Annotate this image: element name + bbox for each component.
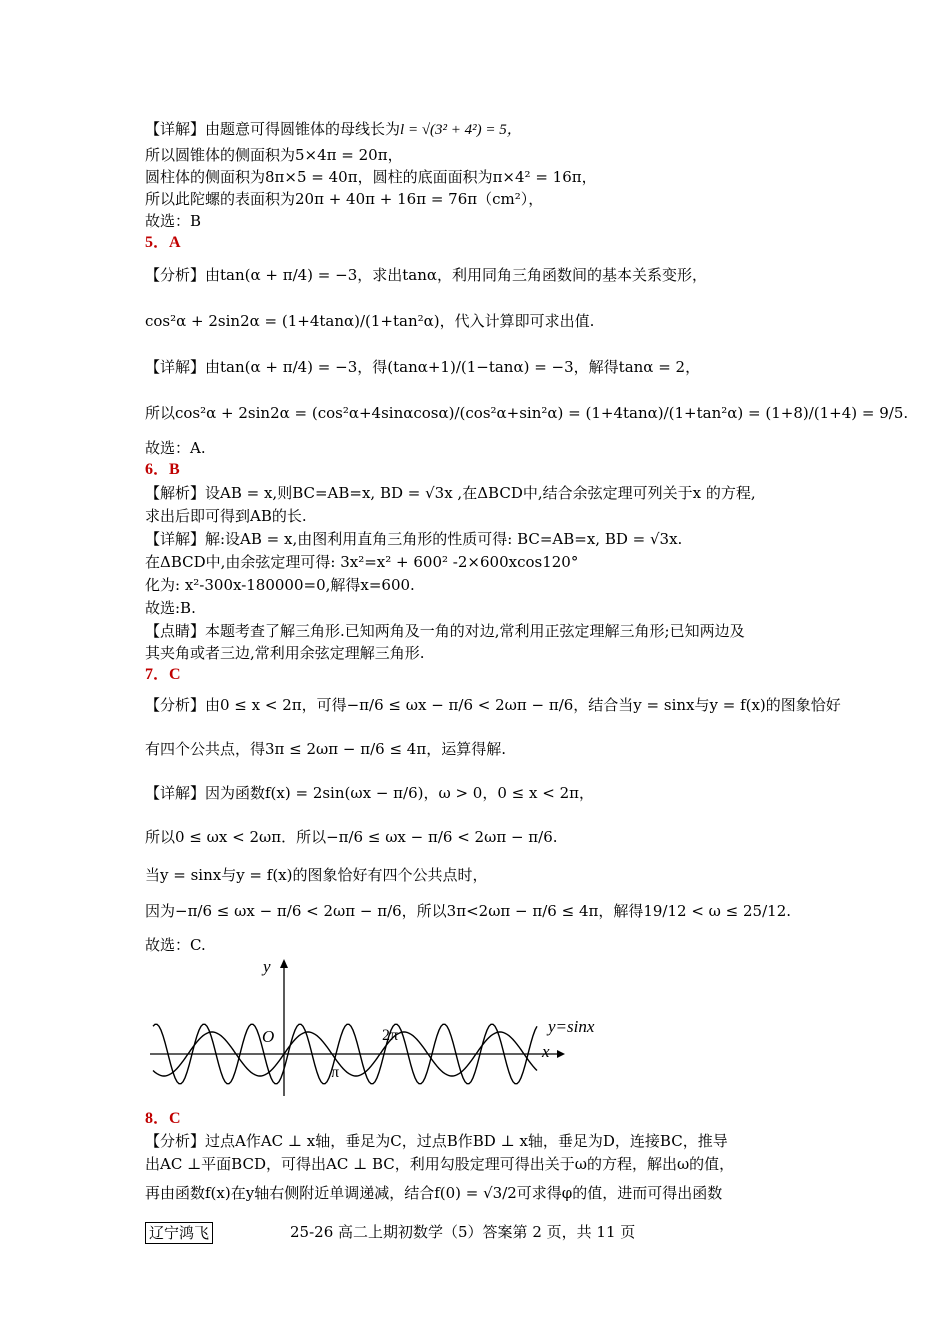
q4-detail-line4: 所以此陀螺的表面积为20π + 40π + 16π = 76π（cm²）， — [145, 190, 544, 208]
q6-comment-line1: 【点睛】本题考查了解三角形.已知两角及一角的对边,常利用正弦定理解三角形;已知两边及 — [145, 622, 745, 640]
curve-label: y=sinx — [548, 1017, 595, 1036]
q4-detail-line3: 圆柱体的侧面积为8π×5 = 40π，圆柱的底面面积为π×4² = 16π， — [145, 168, 597, 186]
q6-answer: 故选:B. — [145, 599, 196, 617]
q5-detail-line1: 【详解】由tan(α + π/4) = −3，得(tanα+1)/(1−tanα) = −3，解得tanα = 2， — [145, 358, 701, 376]
q6-heading: 6．B — [145, 461, 180, 478]
footer-brand: 辽宁鸿飞 — [145, 1222, 213, 1244]
q4-detail-line1: 【详解】由题意可得圆锥体的母线长为l = √(3² + 4²) = 5， — [145, 120, 522, 138]
q5-detail-line2: 所以cos²α + 2sin2α = (cos²α+4sinαcosα)/(cos²α+sin²α) = (1+4tanα)/(1+tan²α) = (1+8)/(1+4) = 9/5. — [145, 404, 909, 422]
x-axis-label: x — [542, 1042, 550, 1061]
q5-analysis-line1: 【分析】由tan(α + π/4) = −3，求出tanα，利用同角三角函数间的基本关系变形， — [145, 266, 708, 284]
q6-detail-line2: 在ΔBCD中,由余弦定理可得: 3x²=x² + 600² -2×600xcos120° — [145, 553, 579, 571]
q6-solution-line1: 【解析】设AB = x,则BC=AB=x, BD = √3x ,在ΔBCD中,结合余弦定理可列关于x 的方程, — [145, 484, 756, 502]
q6-comment-line2: 其夹角或者三边,常利用余弦定理解三角形. — [145, 644, 425, 662]
y-axis-arrow-icon — [280, 959, 288, 968]
q6-solution-line2: 求出后即可得到AB的长. — [145, 507, 307, 525]
q5-answer: 故选：A. — [145, 439, 206, 457]
x-axis-arrow-icon — [557, 1050, 565, 1058]
q7-detail-line1: 【详解】因为函数f(x) = 2sin(ωx − π/6)，ω > 0，0 ≤ x < 2π， — [145, 784, 594, 802]
q8-heading: 8．C — [145, 1110, 181, 1127]
q8-analysis-line2: 出AC ⊥平面BCD，可得出AC ⊥ BC，利用勾股定理可得出关于ω的方程，解出ω的值， — [145, 1155, 735, 1173]
q6-detail-line3: 化为: x²-300x-180000=0,解得x=600. — [145, 576, 415, 594]
q7-answer: 故选：C. — [145, 936, 206, 954]
q7-detail-line2: 所以0 ≤ ωx < 2ωπ．所以−π/6 ≤ ωx − π/6 < 2ωπ − π/6. — [145, 828, 558, 846]
q7-heading: 7．C — [145, 666, 181, 683]
q4-answer: 故选：B — [145, 212, 202, 230]
sine-graph — [145, 956, 625, 1098]
q7-detail-line3: 当y = sinx与y = f(x)的图象恰好有四个公共点时， — [145, 866, 488, 884]
q7-analysis-line1: 【分析】由0 ≤ x < 2π，可得−π/6 ≤ ωx − π/6 < 2ωπ − π/6，结合当y = sinx与y = f(x)的图象恰好 — [145, 696, 841, 714]
q7-detail-line4: 因为−π/6 ≤ ωx − π/6 < 2ωπ − π/6，所以3π<2ωπ − π/6 ≤ 4π，解得19/12 < ω ≤ 25/12. — [145, 902, 792, 920]
pi-label: π — [331, 1064, 340, 1081]
origin-label: O — [262, 1027, 275, 1046]
q8-analysis-line3: 再由函数f(x)在y轴右侧附近单调递减，结合f(0) = √3/2可求得φ的值，进而可得出函数 — [145, 1184, 723, 1202]
footer-page-info: 25-26 高二上期初数学（5）答案第 2 页，共 11 页 — [290, 1223, 636, 1241]
q7-analysis-line2: 有四个公共点，得3π ≤ 2ωπ − π/6 ≤ 4π，运算得解. — [145, 740, 506, 758]
two-pi-label: 2π — [382, 1027, 399, 1044]
q5-heading: 5．A — [145, 234, 181, 251]
q8-analysis-line1: 【分析】过点A作AC ⊥ x轴，垂足为C，过点B作BD ⊥ x轴，垂足为D，连接BC，推导 — [145, 1132, 728, 1150]
q4-detail-line2: 所以圆锥体的侧面积为5×4π = 20π， — [145, 146, 403, 164]
y-axis-label: y — [263, 957, 271, 976]
q6-detail-line1: 【详解】解:设AB = x,由图利用直角三角形的性质可得: BC=AB=x, BD = √3x. — [145, 530, 683, 548]
q5-analysis-line2: cos²α + 2sin2α = (1+4tanα)/(1+tan²α)，代入计算即可求出值. — [145, 312, 595, 330]
